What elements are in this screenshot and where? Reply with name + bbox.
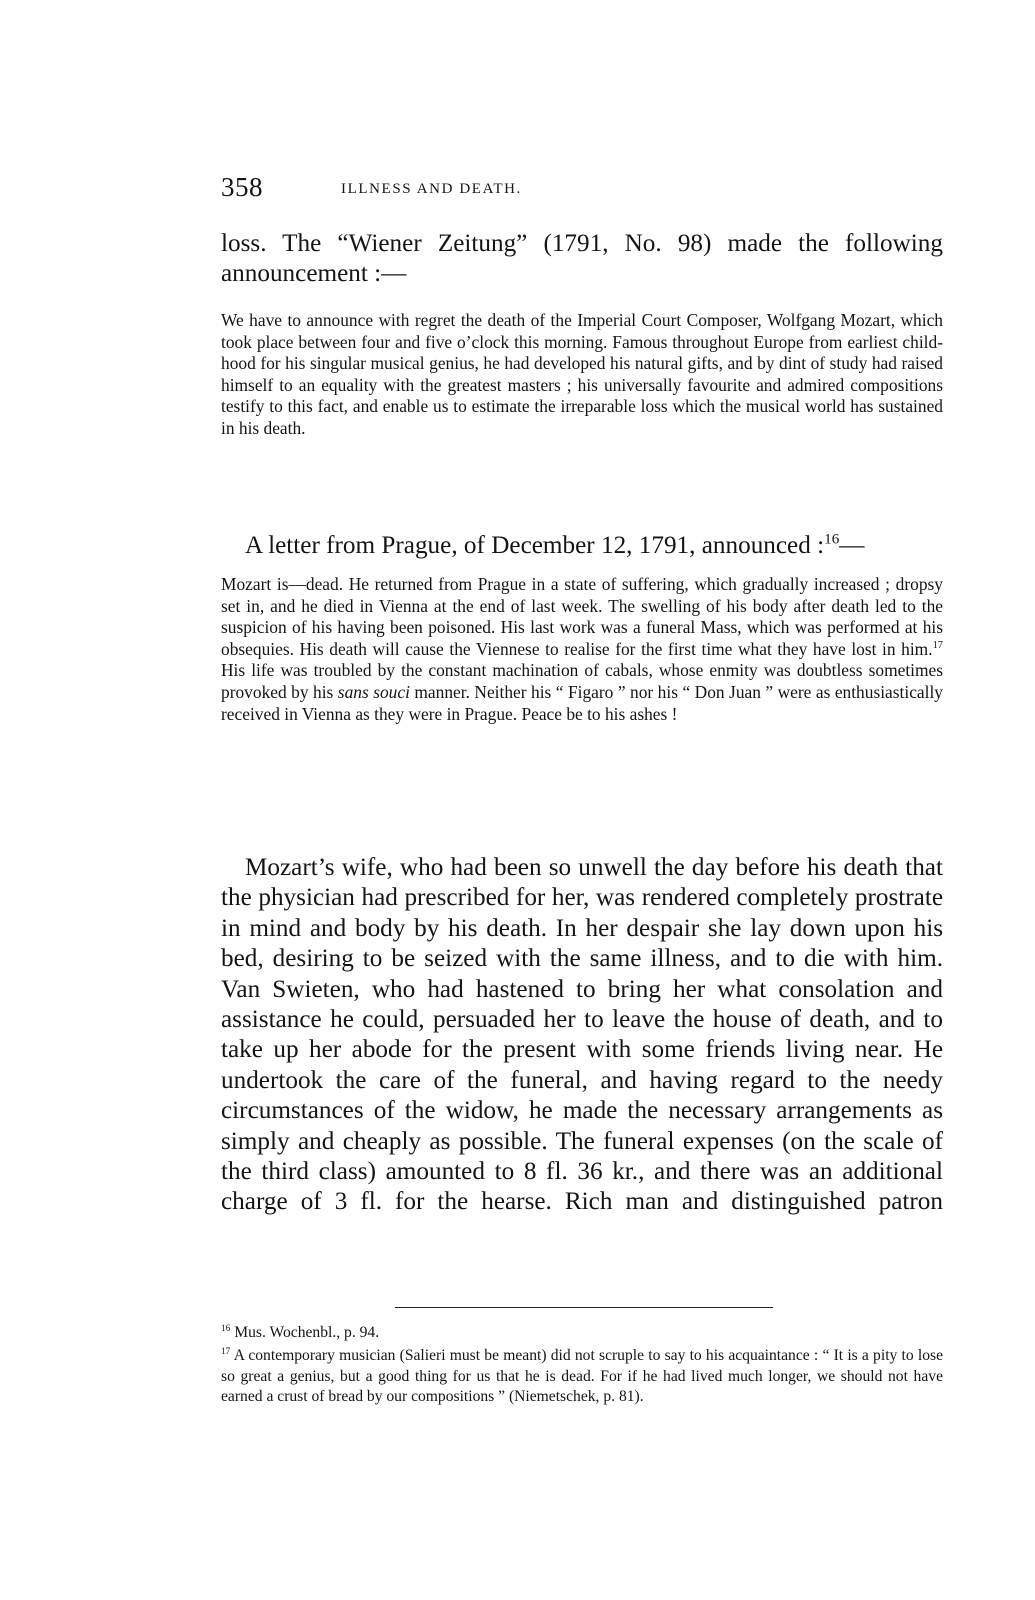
announcement-quote: We have to announce with regret the death of the Imperial Court Composer, Wolfgang Mozart, which took place between four and five o’clock this morning. Famous throughout Europe from earliest childhood for his singular musical genius, he had developed his natural gifts, and by dint of study had raised himself to an equality with the greatest masters ; his universally favourite and admired compositions testify to this fact, and enable us to estimate the irreparable loss which the musical world has sustained in his death. (221, 310, 943, 438)
footnote-17-number: 17 (221, 1346, 231, 1357)
quote2-part1: Mozart is—dead. He returned from Prague in a state of suffering, which gradually increased ; dropsy set in, and he died in Vienna at the end of last week. The swelling of his body after death led to the suspicion of his having been poisoned. His last work was a funeral Mass, which was performed at his obsequies. His death will cause the Viennese to realise for the first time what they have lost in him. (221, 574, 943, 659)
footnote-ref-16: 16 (824, 531, 840, 548)
running-title: ILLNESS AND DEATH. (341, 181, 522, 197)
body-paragraph: Mozart’s wife, who had been so unwell the day before his death that the physician had prescribed for her, was rendered completely prostrate in mind and body by his death. In her despair she lay down upon his bed, desiring to be seized with the same illness, and to die with him. Van Swieten, who had hastened to bring her what consolation and assistance he could, persuaded her to leave the house of death, and to take up her abode for the present with some friends living near. He undertook the care of the funeral, and having regard to the needy circumstances of the widow, he made the necessary arrangements as simply and cheaply as possible. The funeral expenses (on the scale of the third class) amounted to 8 fl. 36 kr., and there was an additional charge of 3 fl. for the hearse. Rich man and distinguished patron (221, 854, 943, 1216)
footnote-divider (395, 1307, 773, 1308)
prague-letter-line (245, 531, 945, 561)
footnote-17-text: A contemporary musician (Salieri must be meant) did not scruple to say to his acquaintance : “ It is a pity to lose so great a genius, but a good thing for us that he is dead. For if he had lived much longer, we should not have earned a crust of bread by our compositions ” (Niemetschek, p. 81). (221, 1347, 943, 1405)
page-number: 358 (221, 172, 263, 202)
quote2-part2: His life was troubled by the constant machination of cabals, whose enmity was doubtless sometimes provoked by his (221, 660, 943, 702)
quote2-part3: manner. Neither his “ Figaro ” nor his “ Don Juan ” were as enthusiastically received in Vienna as they were in Prague. Peace be to his ashes ! (221, 681, 943, 724)
footnote-17 (221, 1346, 943, 1408)
page-header (221, 172, 943, 206)
prague-letter-dash: — (839, 532, 865, 559)
prague-letter-text: A letter from Prague, of December 12, 1791, announced : (245, 532, 825, 559)
quote2-italic: sans souci (337, 681, 410, 702)
footnote-16-text: Mus. Wochenbl., p. 94. (234, 1324, 380, 1341)
footnote-ref-17: 17 (932, 639, 943, 651)
footnote-16-number: 16 (221, 1323, 231, 1334)
prague-letter-quote (221, 574, 943, 725)
footnote-16 (221, 1323, 943, 1344)
intro-paragraph: loss. The “Wiener Zeitung” (1791, No. 98) made the following announcement :— (221, 230, 943, 288)
